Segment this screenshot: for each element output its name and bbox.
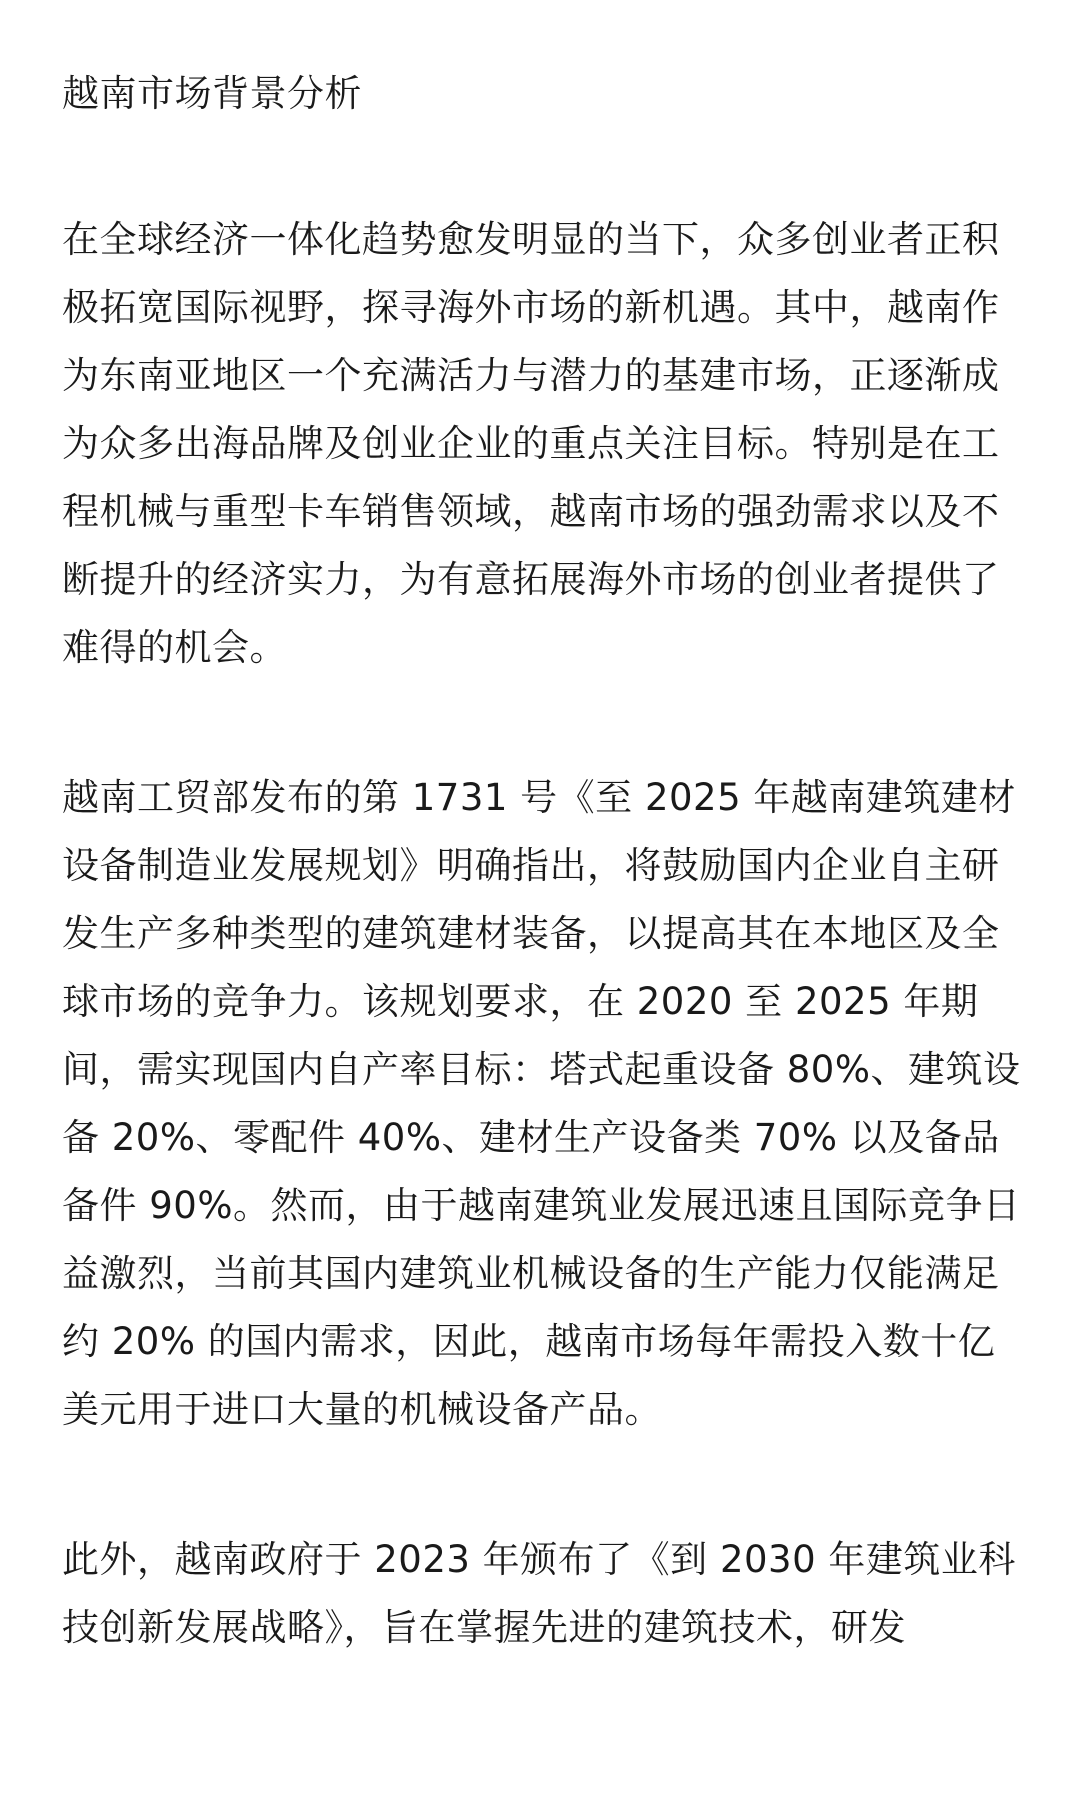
paragraph-strategy: 此外，越南政府于 2023 年颁布了《到 2030 年建筑业科技创新发展战略》，旨在掌握先进的建筑技术，研发 bbox=[62, 1538, 1016, 1649]
article-title: 越南市场背景分析 bbox=[62, 72, 362, 115]
paragraph-planning: 越南工贸部发布的第 1731 号《至 2025 年越南建筑建材设备制造业发展规划》明确指出，将鼓励国内企业自主研发生产多种类型的建筑建材装备，以提高其在本地区及全球市场的竞争力。该规划要求，在 2020 至 2025 年期间，需实现国内自产率目标：塔式起重设备 80%、建筑设备 20%、零配件 40%、建材生产设备类 70% 以及备品备件 90%。然而，由于越南建筑业发展迅速且国际竞争日益激烈，当前其国内建筑业机械设备的生产能力仅能满足约 20% 的国内需求，因此，越南市场每年需投入数十亿美元用于进口大量的机械设备产品。 bbox=[62, 776, 1021, 1431]
paragraph-intro: 在全球经济一体化趋势愈发明显的当下，众多创业者正积极拓宽国际视野，探寻海外市场的新机遇。其中，越南作为东南亚地区一个充满活力与潜力的基建市场，正逐渐成为众多出海品牌及创业企业的重点关注目标。特别是在工程机械与重型卡车销售领域，越南市场的强劲需求以及不断提升的经济实力，为有意拓展海外市场的创业者提供了难得的机会。 bbox=[62, 218, 1000, 669]
article-body bbox=[62, 66, 1022, 1662]
